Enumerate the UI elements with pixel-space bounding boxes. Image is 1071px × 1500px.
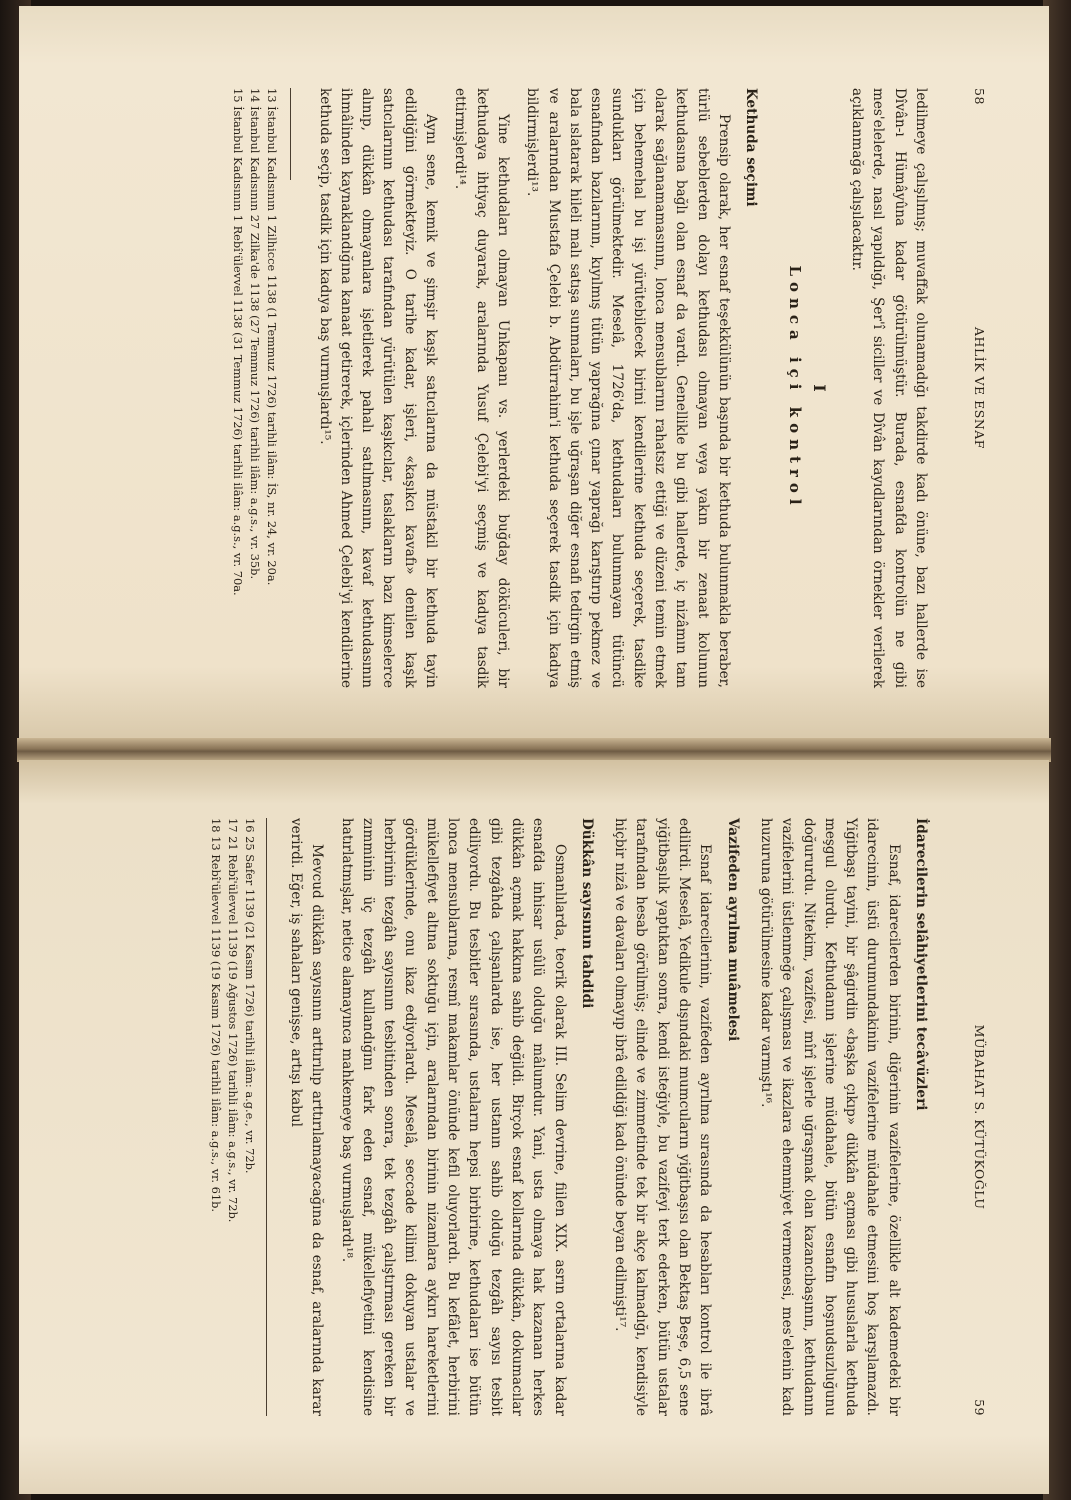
paragraph: Esnaf idarecilerinin, vazifeden ayrılma sırasında da hesabları kontrol ile ibrâ edilirdi. Meselâ, Yedikule dışındaki mumcuların yiğitbaşısı olan Bektaş Beşe, 6,5 sene yiğitbaşılık yaptıktan sonra, kendi isteğiyle, bu vazifeyi terk ederken, bütün ustalar tarafından hesab görülmüş; elinde ve zimmetinde tek bir akçe kalmadığı, kendisiyle hiçbir nizâ ve davaları olmayıp ibrâ edildiği kadı önünde beyan edilmişti¹⁷. xyxy=(612,818,714,1416)
paragraph: Yine kethudaları olmayan Unkapanı vs. yerlerdeki buğday döküculeri, bir kethudaya ihtiyaç duyarak, aralarında Yusuf Çelebi'yi seçmiş ve kadıya tasdik ettirmişlerdi¹⁴. xyxy=(452,88,511,688)
paragraph: Mevcud dükkân sayısının arttırılıp arttırılamayacağına da esnaf, aralarında karar verirdi. Eğer, iş sahaları genişse, artışı kabul xyxy=(287,818,326,1416)
footnotes xyxy=(207,818,258,1416)
left-page xyxy=(19,6,1049,740)
continued-paragraph: ledilmeye çalışılmış; muvaffak olunamadığı takdirde kadı önüne, bazı hallerde ise Dîvân-ı Hümâyûna kadar götürülmüştür. Burada, esnafda kontrolün ne gibi mes'elelerde, nasıl yapıldığı, Şer'î siciller ve Dîvân kayıdlarından örnekler verilerek açıklanmağa çalışılacaktır. xyxy=(849,88,929,688)
right-running-title: MÜBAHAT S. KÜTÜKOĞLU xyxy=(972,1024,987,1210)
left-running-head xyxy=(967,88,987,688)
footnotes xyxy=(229,88,280,688)
book-gutter xyxy=(17,738,1051,762)
footnote: 17 21 Rebî'ülevvel 1139 (19 Ağustos 1726) tarihli ilâm: a.g.s., vr. 72b. xyxy=(225,818,240,1223)
heading-idareciler: İdarecilerin selâhiyetlerini tecâvüzleri xyxy=(913,818,929,1111)
footnote: 14 İstanbul Kadısının 27 Zilka'de 1138 (27 Temmuz 1726) tarihli ilâm: a.g.s., vr. 35b. xyxy=(248,88,263,580)
paragraph: Prensip olarak, her esnaf teşekkülünün başında bir kethuda bulunmakla beraber, türlü sebeblerden dolayı kethudası olmayan veya yakın bir zenaat kolunun kethudasına bağlı olan esnaf da vardı. Genellikle bu gibi hallerde, iç nizâmın tam olarak sağlanamamasının, lonca mensublarını rahatsız ettiği ve düzeni temin etmek için behemehal bu işi yürütebilecek birini kendilerine kethuda seçerek, tasdike sundukları görülmektedir. Meselâ, 1726'da, kethudaları bulunmayan tütüncü esnafından bazılarının, kıyılmış tütün yaprağına çınar yaprağı karıştırıp pekmez ve bala ıslatarak hileli malı satışa sunmaları, bu işle uğraşan diğer esnafı tedirgin etmiş ve aralarından Mustafa Çelebi b. Abdürrahim'i kethuda seçerek tasdik için kadıya bildirmişlerdi¹³. xyxy=(524,88,732,688)
paragraph: Osmanlılarda, teorik olarak III. Selim devrine, fiilen XIX. asrın ortalarına kadar esnafda inhisar usûlü olduğu mâlumdur. Yani, usta olmaya hak kazanan herkes dükkân açmak hakkına sahib değildi. Birçok esnaf kollarında dükkân, dokumacılar gibi tezgâhda çalışanlarda ise, her ustanın sahib olduğu tezgâh sayısı tesbit ediliyordu. Bu tesbitler sırasında, ustaların hepsi birbirine, kethudaları ise bütün lonca mensublarına, resmî makamlar önünde kefil oluyorlardı. Bu kefâlet, herbirini mükellefiyet altına soktuğu için, aralarından birinin nizamlara aykırı hareketlerini gördüklerinde, onu ikaz ediyorlardı. Meselâ, seccade kilimi dokuyan ustalar ve herbirinin tezgâh sayısının tesbitinden sonra, tek tezgâh çalıştırması gereken bir zımminin üç tezgâh kullandığını fark eden esnaf, mükellefiyetini kendisine hatırlatmışlar, netice alamayınca mahkemeye baş vurmuşlardı¹⁸. xyxy=(338,818,568,1416)
footnote: 13 İstanbul Kadısının 1 Zilhicce 1138 (1 Temmuz 1726) tarihli ilâm: İS, nr. 24, vr. 20a. xyxy=(265,88,280,586)
paragraph: Esnaf, idarecilerden birinin, diğerinin vazifelerine, özellikle alt kademedeki bir idarecinin, üstü durumundakinin vazifelerine müdahale etmesini hoş karşılamazdı. Yiğitbaşı tayini, bir şâgirdin «başka çıkıp» dükkân açması gibi hususlarla kethuda meşgul olurdu. Kethudanın işlerine müdahale, bütün esnafın hoşnudsuzluğunu doğururdu. Nitekim, vazifesi, mîrî işlerle uğraşmak olan kazancıbaşının, kethudanın vazifelerini üstlenmeğe çalışması ve ikazlara ehemmiyet vermemesi, mes'elenin kadı huzuruna götürülmesine kadar varmıştı¹⁶. xyxy=(757,818,902,1416)
footnote-rule xyxy=(266,818,267,1416)
heading-kethuda-secimi: Kethuda seçimi xyxy=(743,88,760,207)
footnote-rule xyxy=(290,88,291,180)
left-page-number: 58 xyxy=(972,88,987,105)
right-page-number: 59 xyxy=(972,1399,987,1416)
right-running-head xyxy=(967,818,987,1416)
right-page xyxy=(19,760,1049,1494)
heading-vazifeden-ayrilma: Vazifeden ayrılma muâmelesi xyxy=(724,818,741,1042)
footnote: 18 13 Rebî'ülevvel 1139 (19 Kasım 1726) tarihli ilâm: a.g.s., vr. 61b. xyxy=(208,818,223,1212)
footnote: 16 25 Safer 1139 (21 Kasım 1726) tarihli ilâm: a.g.e., vr. 72b. xyxy=(242,818,257,1174)
left-running-title: AHLİK VE ESNAF xyxy=(972,327,987,449)
section-title: Lonca içi kontrol xyxy=(785,265,804,511)
footnote: 15 İstanbul Kadısının 1 Rebî'ülevvel 1138 (31 Temmuz 1726) tarihli ilâm: a.g.s., vr. 70a. xyxy=(231,88,246,596)
paragraph: Aynı sene, kemik ve şimşir kaşık satıcılarına da müstakil bir kethuda tayin edildiğini görmekteyiz. O tarihe kadar, işleri, «kaşıkcı kavafı» denilen kaşık satıcılarının kethudası tarafından yürütülen kaşıkcılar, taslakların bazı kimselerce alınıp, dükkân olmayanlara işletilerek pahalı satılmasının, kavaf kethudasının ihmâlinden kaynaklandığına kanaat getirerek, içlerinden Ahmed Çelebi'yi kendilerine kethuda seçip, tasdik için kadıya baş vurmuşlardı¹⁵. xyxy=(316,88,440,688)
section-number: I xyxy=(809,384,829,392)
heading-dukkan-sayisi: Dükkân sayısının tahdidi xyxy=(578,818,595,1009)
right-text-column xyxy=(207,818,931,1416)
left-text-column xyxy=(229,88,931,688)
